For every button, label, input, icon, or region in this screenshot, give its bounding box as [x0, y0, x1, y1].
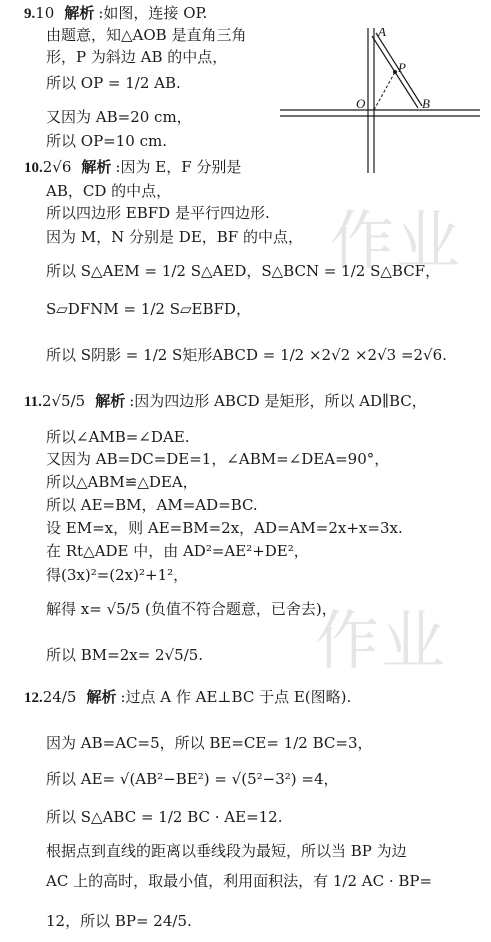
problem-9-header: 9.10 解析 :如图，连接 OP.	[24, 4, 208, 22]
problem-10-line: 所以四边形 EBFD 是平行四边形.	[46, 204, 270, 222]
problem-10-line: S▱DFNM = 1/2 S▱EBFD，	[46, 300, 251, 318]
problem-9-line: 所以 OP=10 cm.	[46, 132, 167, 150]
problem-9-line: 由题意，知△AOB 是直角三角	[46, 26, 247, 44]
problem-11-line: 解得 x= √5/5 (负值不符合题意，已舍去)，	[46, 600, 337, 618]
problem-10-line: AB，CD 的中点，	[46, 182, 172, 200]
problem-12-header: 12.24/5 解析 :过点 A 作 AE⊥BC 于点 E(图略).	[24, 688, 352, 706]
right-triangle-figure	[280, 28, 480, 178]
problem-11-line: 所以 BM=2x= 2√5/5.	[46, 646, 204, 664]
watermark: 作业	[330, 205, 462, 279]
point-p	[393, 70, 397, 74]
problem-9-line: 形，P 为斜边 AB 的中点，	[46, 48, 228, 66]
label-p: P	[398, 60, 406, 75]
problem-9-line: 所以 OP = 1/2 AB.	[46, 74, 181, 92]
problem-11-line: 所以 AE=BM，AM=AD=BC.	[46, 496, 258, 514]
problem-10-header: 10.2√6 解析 :因为 E，F 分别是	[24, 158, 242, 176]
watermark: 作业	[315, 605, 447, 679]
problem-12-line: 所以 S△ABC = 1/2 BC · AE=12.	[46, 808, 283, 826]
problem-11-line: 在 Rt△ADE 中，由 AD²=AE²+DE²，	[46, 542, 309, 560]
label-b: B	[422, 96, 430, 111]
problem-10-line: 因为 M，N 分别是 DE，BF 的中点，	[46, 228, 303, 246]
problem-10-line: 所以 S阴影 = 1/2 S矩形ABCD = 1/2 ×2√2 ×2√3 =2√6.	[46, 346, 447, 364]
problem-11-line: 又因为 AB=DC=DE=1，∠ABM=∠DEA=90°，	[46, 450, 390, 468]
problem-12-line: AC 上的高时，取最小值，利用面积法，有 1/2 AC · BP=	[46, 872, 433, 890]
problem-11-header: 11.2√5/5 解析 :因为四边形 ABCD 是矩形，所以 AD∥BC，	[24, 392, 427, 410]
problem-10-line: 所以 S△AEM = 1/2 S△AED，S△BCN = 1/2 S△BCF，	[46, 262, 441, 280]
problem-12-line: 所以 AE= √(AB²−BE²) = √(5²−3²) =4，	[46, 770, 339, 788]
problem-12-line: 12，所以 BP= 24/5.	[46, 912, 192, 930]
problem-12-line: 根据点到直线的距离以垂线段为最短，所以当 BP 为边	[46, 842, 407, 860]
problem-11-line: 得(3x)²=(2x)²+1²，	[46, 566, 189, 584]
problem-12-line: 因为 AB=AC=5，所以 BE=CE= 1/2 BC=3，	[46, 734, 373, 752]
segment-op	[374, 72, 395, 110]
label-o: O	[356, 96, 366, 111]
problem-11-line: 所以∠AMB=∠DAE.	[46, 428, 190, 446]
problem-11-line: 设 EM=x，则 AE=BM=2x，AD=AM=2x+x=3x.	[46, 519, 403, 537]
label-a: A	[378, 28, 386, 39]
problem-11-line: 所以△ABM≌△DEA，	[46, 473, 198, 491]
problem-9-line: 又因为 AB=20 cm，	[46, 108, 192, 126]
